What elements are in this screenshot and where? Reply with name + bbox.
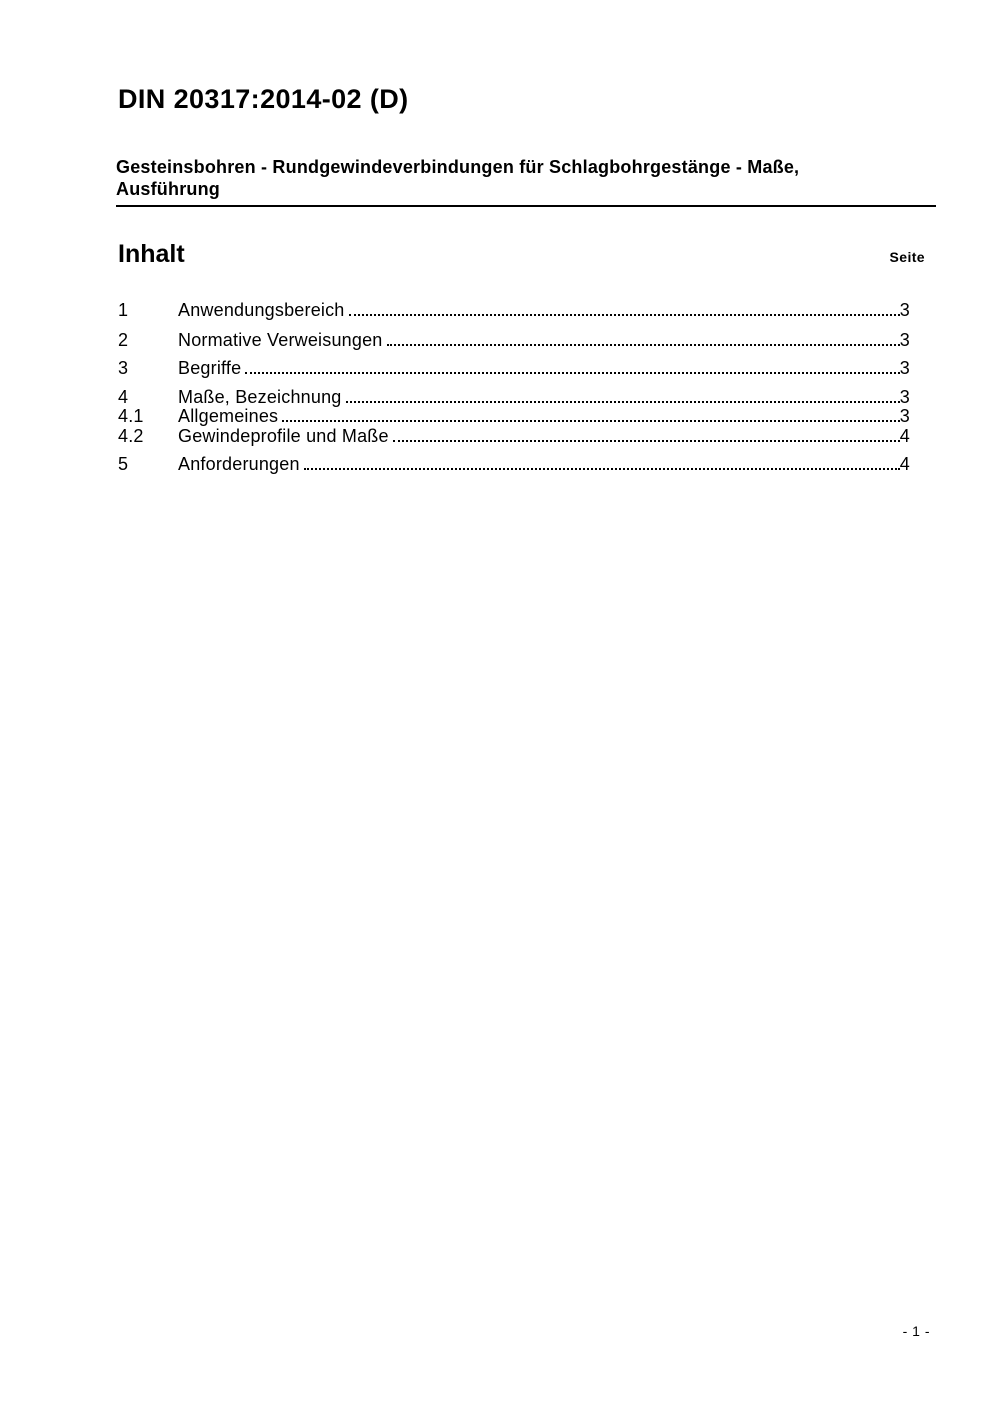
toc-entry-label: Maße, Bezeichnung: [178, 387, 342, 407]
toc-heading: Inhalt: [118, 240, 185, 268]
table-of-contents: [118, 301, 910, 474]
toc-entry: [118, 388, 910, 407]
toc-entry-number: 4.2: [118, 426, 144, 446]
toc-entry-label: Allgemeines: [178, 406, 279, 426]
toc-entry-label: Anforderungen: [178, 454, 300, 474]
toc-entry-number: 2: [118, 330, 129, 350]
document-title: [116, 156, 936, 207]
toc-entry-label: Normative Verweisungen: [178, 330, 383, 350]
toc-entry: [118, 359, 910, 378]
toc-leader-dots: [349, 314, 900, 316]
toc-leader-dots: [245, 372, 899, 374]
toc-entry-label: Begriffe: [178, 358, 242, 378]
toc-entry-number: 1: [118, 300, 129, 320]
toc-entry-label: Gewindeprofile und Maße: [178, 426, 389, 446]
toc-entry-number: 5: [118, 454, 129, 474]
toc-leader-dots: [387, 344, 900, 346]
toc-entry-number: 4.1: [118, 406, 144, 426]
toc-entry-page: 3: [899, 387, 910, 407]
toc-entry-number: 4: [118, 387, 129, 407]
toc-entry-number: 3: [118, 358, 129, 378]
toc-entry-page: 3: [899, 330, 910, 350]
toc-leader-dots: [393, 440, 900, 442]
toc-entry-page: 3: [899, 358, 910, 378]
standard-number-heading: DIN 20317:2014-02 (D): [118, 84, 409, 114]
toc-leader-dots: [346, 401, 900, 403]
toc-entry-page: 4: [899, 426, 910, 446]
toc-leader-dots: [282, 420, 900, 422]
toc-entry: [118, 301, 910, 320]
toc-entry: [118, 427, 910, 446]
toc-entry: [118, 455, 910, 474]
toc-leader-dots: [304, 468, 900, 470]
toc-header-row: [118, 239, 925, 269]
document-title-line1: Gesteinsbohren - Rundgewindeverbindungen für Schlagbohrgestänge - Maße,: [116, 157, 800, 177]
toc-page-column-label: Seite: [889, 249, 925, 265]
toc-entry-page: 3: [899, 406, 910, 426]
toc-entry: [118, 331, 910, 350]
toc-entry: [118, 407, 910, 426]
document-title-line2: Ausführung: [116, 179, 220, 199]
toc-entry-page: 3: [899, 300, 910, 320]
toc-entry-page: 4: [899, 454, 910, 474]
page-number-footer: - 1 -: [902, 1323, 930, 1339]
toc-entry-label: Anwendungsbereich: [178, 300, 345, 320]
